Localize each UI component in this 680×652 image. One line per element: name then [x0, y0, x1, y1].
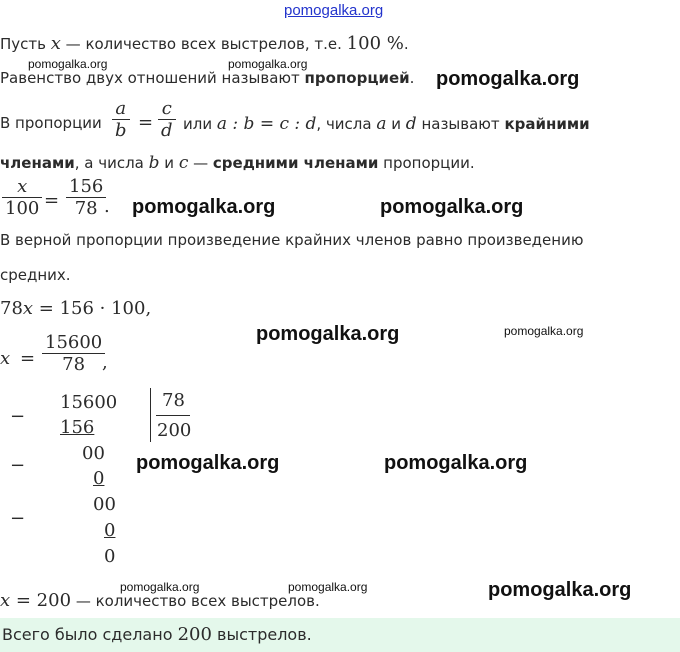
numerator: x	[17, 176, 28, 197]
math-value: 100 %	[346, 33, 404, 54]
text: — количество всех выстрелов.	[71, 592, 320, 610]
denominator: 78	[74, 198, 98, 219]
denominator: d	[161, 120, 173, 141]
watermark: pomogalka.org	[256, 323, 400, 345]
watermark-top[interactable]: pomogalka.org	[284, 2, 384, 19]
denominator: 78	[62, 354, 86, 375]
division-bar-vertical	[150, 388, 151, 442]
subtrahend: 0	[104, 520, 116, 541]
remainder: 00	[93, 494, 116, 515]
term-bold: средними членами	[212, 154, 379, 172]
dividend: 15600	[60, 392, 118, 413]
equation-1	[0, 298, 151, 319]
text: Пусть	[0, 35, 51, 53]
text: .	[409, 69, 415, 87]
equals-sign: =	[44, 190, 60, 211]
text: Всего было сделано	[2, 625, 178, 644]
fraction-156-78	[66, 176, 106, 220]
text: Равенство двух отношений называют	[0, 69, 305, 87]
watermark: pomogalka.org	[384, 452, 528, 474]
numerator: c	[161, 98, 172, 119]
text-line-5: В верной пропорции произведение крайних членов равно произведению	[0, 231, 584, 249]
fraction-15600-78	[42, 332, 105, 375]
watermark: pomogalka.org	[228, 57, 308, 71]
watermark: pomogalka.org	[120, 580, 200, 594]
watermark: pomogalka.org	[380, 196, 524, 218]
comma: ,	[102, 352, 108, 373]
text: или	[183, 115, 217, 133]
math-var: d	[405, 114, 417, 134]
math-expr: a : b = c : d	[216, 114, 317, 134]
equals-sign: =	[20, 348, 36, 369]
numerator: 15600	[45, 332, 103, 353]
text: , числа	[316, 115, 377, 133]
math-var: b	[148, 153, 160, 173]
text: и	[386, 115, 406, 133]
fraction-c-d	[158, 98, 176, 141]
text: пропорции.	[378, 154, 475, 172]
fraction-x-100	[2, 176, 42, 220]
fraction-a-b	[112, 98, 130, 141]
watermark: pomogalka.org	[136, 452, 280, 474]
watermark: pomogalka.org	[436, 68, 580, 90]
division-bar-horizontal	[156, 415, 190, 416]
text-line-6: средних.	[0, 266, 71, 284]
final-remainder: 0	[104, 546, 116, 567]
math-var: c	[178, 153, 189, 173]
text-line-1	[0, 33, 409, 54]
text: и	[159, 154, 179, 172]
text-line-3-rest	[183, 114, 590, 134]
denominator: 100	[5, 198, 40, 219]
numerator: 156	[69, 176, 104, 197]
numerator: a	[115, 98, 127, 119]
text-line-4	[0, 153, 475, 173]
math-var: x	[0, 590, 11, 611]
text: , а числа	[74, 154, 149, 172]
watermark: pomogalka.org	[288, 580, 368, 594]
math-value: = 200	[10, 590, 72, 611]
watermark: pomogalka.org	[504, 324, 584, 338]
text: — количество всех выстрелов, т.е.	[60, 35, 347, 53]
equals-sign: =	[138, 112, 154, 133]
math-value: 200	[177, 624, 212, 645]
math-var: a	[376, 114, 387, 134]
minus-sign: −	[10, 455, 26, 476]
text: .	[403, 35, 409, 53]
answer-box	[0, 618, 680, 652]
quotient: 200	[157, 420, 192, 441]
text-line-2	[0, 69, 414, 87]
minus-sign: −	[10, 406, 26, 427]
text: —	[188, 154, 213, 172]
term-bold: крайними	[504, 115, 590, 133]
term-bold: членами	[0, 154, 75, 172]
denominator: b	[115, 120, 127, 141]
text-line-3-start: В пропорции	[0, 114, 102, 132]
subtrahend: 156	[60, 417, 95, 438]
watermark: pomogalka.org	[28, 57, 108, 71]
period: .	[104, 196, 110, 217]
text: выстрелов.	[211, 625, 312, 644]
math-var: x	[22, 298, 34, 319]
text: называют	[416, 115, 505, 133]
divisor: 78	[162, 390, 185, 411]
text: 78	[0, 298, 23, 319]
math-var: x	[50, 33, 61, 54]
term-bold: пропорцией	[304, 69, 410, 87]
result-line	[0, 590, 320, 611]
watermark: pomogalka.org	[132, 196, 276, 218]
watermark: pomogalka.org	[488, 579, 632, 601]
minus-sign: −	[10, 508, 26, 529]
remainder: 00	[82, 443, 105, 464]
text: = 156 · 100,	[33, 298, 152, 319]
math-var: x	[0, 348, 11, 369]
subtrahend: 0	[93, 468, 105, 489]
